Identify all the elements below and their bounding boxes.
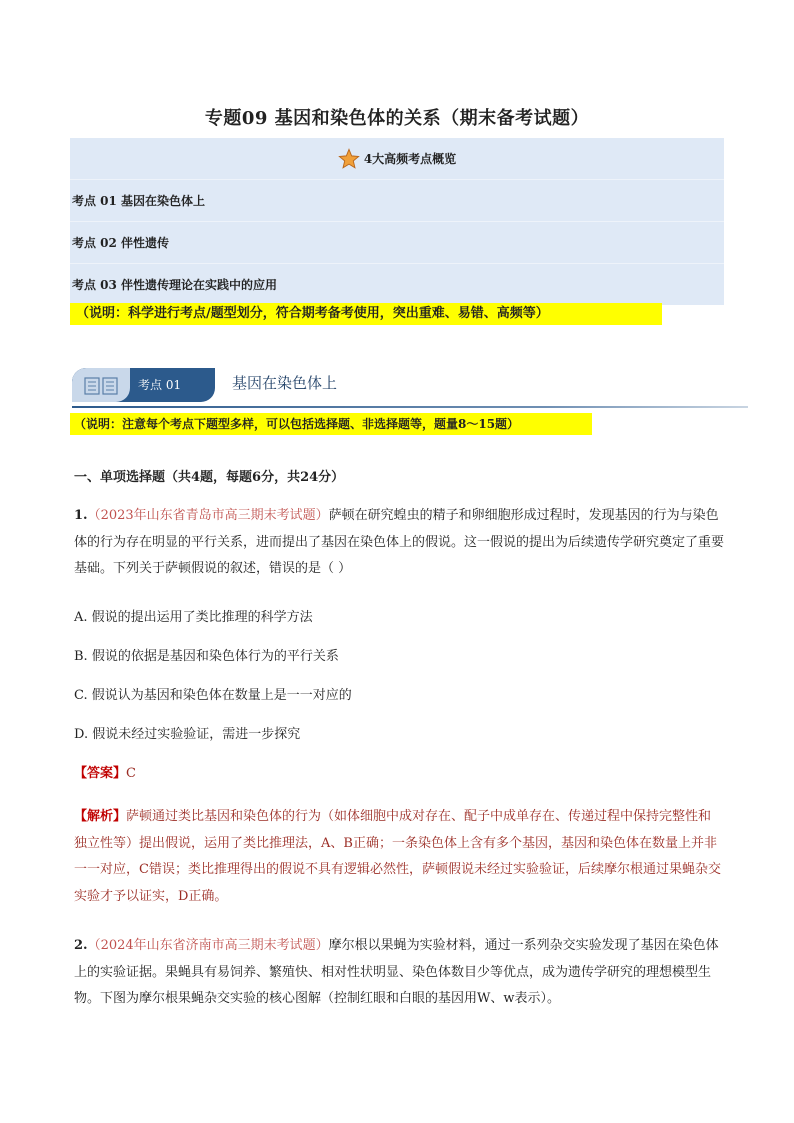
kaodian-title: 基因在染色体上	[232, 374, 338, 392]
option-d: D. 假说未经过实验验证，需进一步探究	[74, 727, 301, 742]
star-icon	[338, 148, 360, 170]
answer-label: 【答案】	[74, 766, 127, 781]
option-a: A. 假说的提出运用了类比推理的科学方法	[74, 610, 313, 625]
analysis-label: 【解析】	[74, 809, 127, 824]
option-b: B. 假说的依据是基因和染色体行为的平行关系	[74, 649, 339, 664]
analysis-text: 萨顿通过类比基因和染色体的行为（如体细胞中成对存在、配子中成单存在、传递过程中保持完整性和独立性等）提出假说，运用了类比推理法，A、B正确；一条染色体上含有多个基因，基因和染色体在数量上并非一一对应，C错误；类比推理得出的假说不具有逻辑必然性，萨顿假说未经过实验验证，后续摩尔根通过果蝇杂交实验才予以证实，D正确。	[74, 809, 721, 904]
analysis	[74, 804, 724, 910]
question-stem: 萨顿在研究蝗虫的精子和卵细胞形成过程时，发现基因的行为与染色体的行为存在明显的平行关系，进而提出了基因在染色体上的假说。这一假说的提出为后续遗传学研究奠定了重要基础。下列关于萨顿假说的叙述，错误的是（ ）	[74, 508, 725, 576]
question-2	[74, 933, 724, 1013]
question-number: 2.	[74, 938, 88, 953]
option-c: C. 假说认为基因和染色体在数量上是一一对应的	[74, 688, 352, 703]
answer-value: C	[126, 766, 136, 781]
question-source: （2024年山东省济南市高三期末考试题）	[87, 938, 329, 953]
divider	[72, 406, 748, 408]
kaodian-label: 考点 01	[138, 378, 182, 392]
question-stem: 摩尔根以果蝇为实验材料，通过一系列杂交实验发现了基因在染色体上的实验证据。果蝇具有易饲养、繁殖快、相对性状明显、染色体数目少等优点，成为遗传学研究的理想模型生物。下图为摩尔根果蝇杂交实验的核心图解（控制红眼和白眼的基因用W、w表示）。	[74, 938, 719, 1006]
highlight-note: （说明：注意每个考点下题型多样，可以包括选择题、非选择题等，题量8～15题）	[70, 413, 592, 435]
overview-item[interactable]: 考点 01 基因在染色体上	[70, 180, 724, 222]
question-number: 1.	[74, 508, 88, 523]
book-icon	[84, 377, 118, 395]
highlight-note: （说明：科学进行考点/题型划分，符合期考备考使用，突出重难、易错、高频等）	[70, 303, 662, 325]
overview-heading	[70, 138, 724, 180]
question-1	[74, 503, 724, 583]
kaodian-banner	[72, 368, 215, 402]
overview-item[interactable]: 考点 02 伴性遗传	[70, 222, 724, 264]
answer	[74, 763, 136, 785]
overview-heading-text: 4大高频考点概览	[363, 152, 457, 166]
overview-item[interactable]: 考点 03 伴性遗传理论在实践中的应用	[72, 278, 278, 292]
page-title: 专题09 基因和染色体的关系（期末备考试题）	[204, 108, 590, 129]
overview-table	[70, 138, 724, 305]
section-heading: 一、单项选择题（共4题，每题6分，共24分）	[74, 470, 345, 485]
question-source: （2023年山东省青岛市高三期末考试题）	[87, 508, 329, 523]
